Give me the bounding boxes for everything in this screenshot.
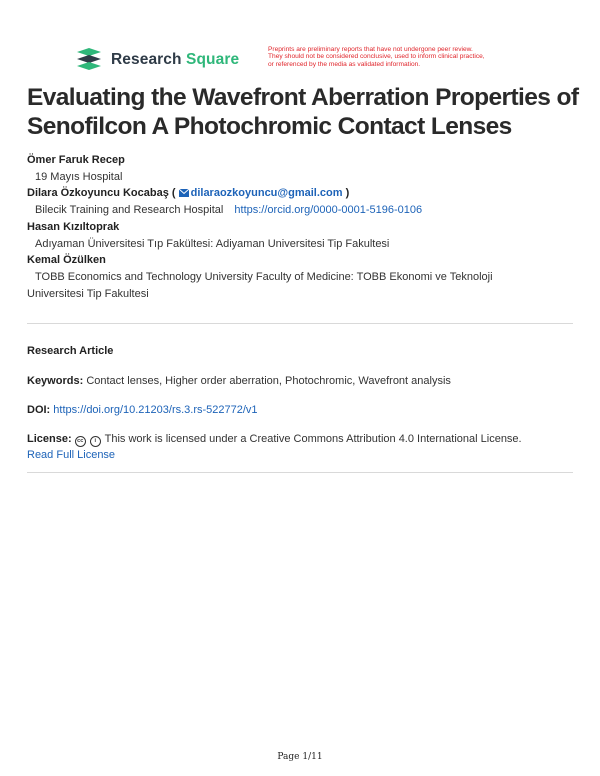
license-text: This work is licensed under a Creative Commons Attribution 4.0 International License. <box>104 433 522 445</box>
author-list <box>27 152 577 302</box>
doi-link[interactable]: https://doi.org/10.21203/rs.3.rs-522772/v1 <box>53 404 258 416</box>
preprint-disclaimer <box>268 46 568 68</box>
read-full-license-link[interactable]: Read Full License <box>27 449 116 461</box>
disclaimer-line: They should not be considered conclusive, used to inform clinical practice, <box>268 53 485 61</box>
keywords-text: Contact lenses, Higher order aberration, Photochromic, Wavefront analysis <box>86 375 451 387</box>
author-name-text: Dilara Özkoyuncu Kocabaş <box>27 187 169 200</box>
logo-text <box>111 51 239 69</box>
orcid-link[interactable]: https://orcid.org/0000-0001-5196-0106 <box>234 204 423 217</box>
author-name: Kemal Özülken <box>27 254 106 267</box>
keywords-label: Keywords: <box>27 375 84 387</box>
doi-label: DOI: <box>27 404 51 416</box>
license <box>27 431 577 463</box>
keywords <box>27 373 577 389</box>
research-square-logo[interactable] <box>75 47 239 73</box>
author-affiliation: 19 Mayıs Hospital <box>35 170 123 183</box>
divider <box>27 472 573 473</box>
license-label: License: <box>27 433 72 445</box>
creative-commons-icon: cc <box>75 436 86 447</box>
article-type-label: Research Article <box>27 345 114 357</box>
envelope-icon <box>179 189 189 197</box>
logo-text-main: Research <box>111 51 182 68</box>
author-affiliation <box>27 202 577 219</box>
research-square-logo-icon <box>75 47 105 73</box>
author-affiliation: Adıyaman Üniversitesi Tıp Fakültesi: Adiyaman Universitesi Tip Fakultesi <box>35 237 390 250</box>
divider <box>27 323 573 324</box>
disclaimer-line: Preprints are preliminary reports that have not undergone peer review. <box>268 46 473 53</box>
page-number: Page 1/11 <box>277 752 323 762</box>
affiliation-line: Universitesi Tip Fakultesi <box>27 287 149 300</box>
doi <box>27 402 577 418</box>
author-affiliation-text: Bilecik Training and Research Hospital <box>35 204 224 217</box>
attribution-icon: i <box>90 436 101 447</box>
author-name-corresponding: Dilara Özkoyuncu Kocabaş ( dilaraozkoyuncu@gmail.com ) <box>27 187 350 200</box>
author-email-text: dilaraozkoyuncu@gmail.com <box>190 187 343 200</box>
paper-title: Evaluating the Wavefront Aberration Properties of Senofilcon A Photochromic Contact Lenses <box>27 84 579 140</box>
author-name: Ömer Faruk Recep <box>27 154 125 166</box>
disclaimer-line: or referenced by the media as validated information. <box>268 60 421 68</box>
article-type <box>27 343 577 359</box>
affiliation-line: TOBB Economics and Technology University Faculty of Medicine: TOBB Ekonomi ve Teknoloji <box>35 270 493 283</box>
author-email-link[interactable] <box>179 187 343 199</box>
logo-text-accent: Square <box>186 51 240 68</box>
author-name: Hasan Kızıltoprak <box>27 220 120 233</box>
author-affiliation <box>27 269 577 302</box>
